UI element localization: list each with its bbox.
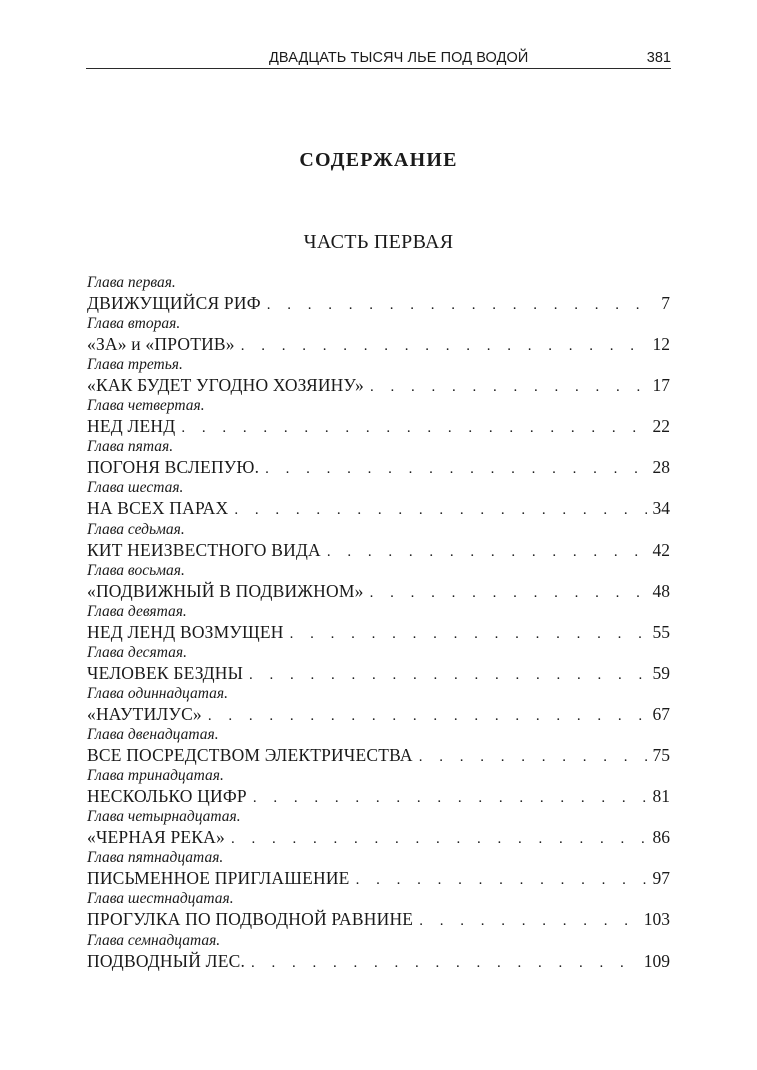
toc-entry[interactable] [87,602,670,643]
page-ref: 59 [652,662,670,683]
running-header [86,48,671,69]
chapter-title: НЕСКОЛЬКО ЦИФР [87,786,247,807]
chapter-line [87,333,670,355]
chapter-line [87,415,670,437]
toc-entry[interactable] [87,848,670,889]
chapter-title: «НАУТИЛУС» [87,703,202,724]
chapter-title: «ЗА» и «ПРОТИВ» [87,334,235,355]
dot-leader [253,787,647,809]
page-number: 381 [646,50,671,66]
chapter-title: ДВИЖУЩИЙСЯ РИФ [87,293,261,313]
dot-leader [234,499,646,521]
dot-leader [290,623,647,645]
chapter-label: Глава третья. [87,356,183,374]
chapter-line [87,950,670,972]
page-ref: 17 [652,375,670,396]
chapter-line [87,662,670,684]
chapter-label: Глава пятая. [87,438,174,456]
chapter-line [87,908,670,930]
chapter-line [87,456,670,478]
dot-leader [370,582,647,604]
chapter-label: Глава двенадцатая. [87,726,219,744]
toc-entry[interactable] [87,684,670,725]
chapter-title: ВСЕ ПОСРЕДСТВОМ ЭЛЕКТРИЧЕСТВА [87,745,413,766]
chapter-label: Глава десятая. [87,643,187,661]
toc-list [87,273,670,972]
toc-entry[interactable] [87,931,670,972]
chapter-line [87,580,670,602]
chapter-title: КИТ НЕИЗВЕСТНОГО ВИДА [87,539,321,560]
toc-title: СОДЕРЖАНИЕ [299,149,458,171]
chapter-title: ЧЕЛОВЕК БЕЗДНЫ [87,662,244,683]
chapter-line [87,744,670,766]
chapter-line [87,785,670,807]
chapter-label: Глава тринадцатая. [87,767,224,785]
running-title: ДВАДЦАТЬ ТЫСЯЧ ЛЬЕ ПОД ВОДОЙ [269,50,529,66]
toc-entry[interactable] [87,561,670,602]
dot-leader [249,664,646,686]
chapter-title: ПИСЬМЕННОЕ ПРИГЛАШЕНИЕ [87,868,350,889]
chapter-title: «КАК БУДЕТ УГОДНО ХОЗЯИНУ» [87,375,364,396]
chapter-label: Глава пятнадцатая. [87,849,224,867]
chapter-title: ПОГОНЯ ВСЛЕПУЮ. [87,457,260,478]
chapter-line [87,867,670,889]
toc-entry[interactable] [87,643,670,684]
page-ref: 34 [652,498,670,519]
page-ref: 86 [652,827,670,848]
dot-leader [265,458,646,480]
chapter-label: Глава девятая. [87,602,187,620]
part-title: ЧАСТЬ ПЕРВАЯ [303,231,454,253]
toc-entry[interactable] [87,437,670,478]
chapter-line [87,703,670,725]
chapter-title: «ЧЕРНАЯ РЕКА» [87,827,225,848]
chapter-title: НЕД ЛЕНД [87,416,176,437]
page-ref: 12 [652,334,670,355]
dot-leader [419,910,638,932]
page-ref: 97 [652,868,670,889]
chapter-label: Глава первая. [87,274,176,291]
toc-entry[interactable] [87,520,670,561]
chapter-label: Глава вторая. [87,315,181,333]
chapter-line [87,292,670,314]
page-ref: 75 [652,745,670,766]
chapter-title: «ПОДВИЖНЫЙ В ПОДВИЖНОМ» [87,580,364,601]
page-ref: 81 [652,786,670,807]
dot-leader [208,705,647,727]
chapter-title: ПРОГУЛКА ПО ПОДВОДНОЙ РАВНИНЕ [87,909,414,930]
dot-leader [241,335,647,357]
chapter-line [87,539,670,561]
chapter-label: Глава четырнадцатая. [87,808,241,826]
chapter-title: НЕД ЛЕНД ВОЗМУЩЕН [87,621,284,642]
chapter-label: Глава одиннадцатая. [87,684,228,702]
dot-leader [327,541,647,563]
chapter-label: Глава шестая. [87,479,184,497]
toc-entry[interactable] [87,889,670,930]
chapter-line [87,826,670,848]
toc-entry[interactable] [87,478,670,519]
chapter-label: Глава семнадцатая. [87,931,221,949]
chapter-label: Глава четвертая. [87,397,205,415]
chapter-label: Глава восьмая. [87,561,185,579]
toc-entry[interactable] [87,273,670,314]
dot-leader [267,294,656,316]
page-ref: 42 [652,539,670,560]
toc-entry[interactable] [87,807,670,848]
chapter-label: Глава шестнадцатая. [87,890,234,908]
dot-leader [419,746,647,768]
page-ref: 28 [652,457,670,478]
chapter-title: ПОДВОДНЫЙ ЛЕС. [87,950,246,971]
chapter-line [87,621,670,643]
page-ref: 109 [643,950,670,971]
toc-entry[interactable] [87,725,670,766]
chapter-line [87,374,670,396]
page-ref: 67 [652,703,670,724]
page-ref: 22 [652,416,670,437]
toc-entry[interactable] [87,355,670,396]
page-ref: 48 [652,580,670,601]
dot-leader [370,376,647,398]
toc-entry[interactable] [87,766,670,807]
dot-leader [356,869,647,891]
page-ref: 7 [661,293,670,313]
dot-leader [251,952,638,974]
toc-entry[interactable] [87,314,670,355]
chapter-line [87,497,670,519]
dot-leader [231,828,647,850]
page-ref: 103 [643,909,670,930]
page-ref: 55 [652,621,670,642]
chapter-title: НА ВСЕХ ПАРАХ [87,498,229,519]
toc-entry[interactable] [87,396,670,437]
chapter-label: Глава седьмая. [87,520,185,538]
dot-leader [181,417,646,439]
